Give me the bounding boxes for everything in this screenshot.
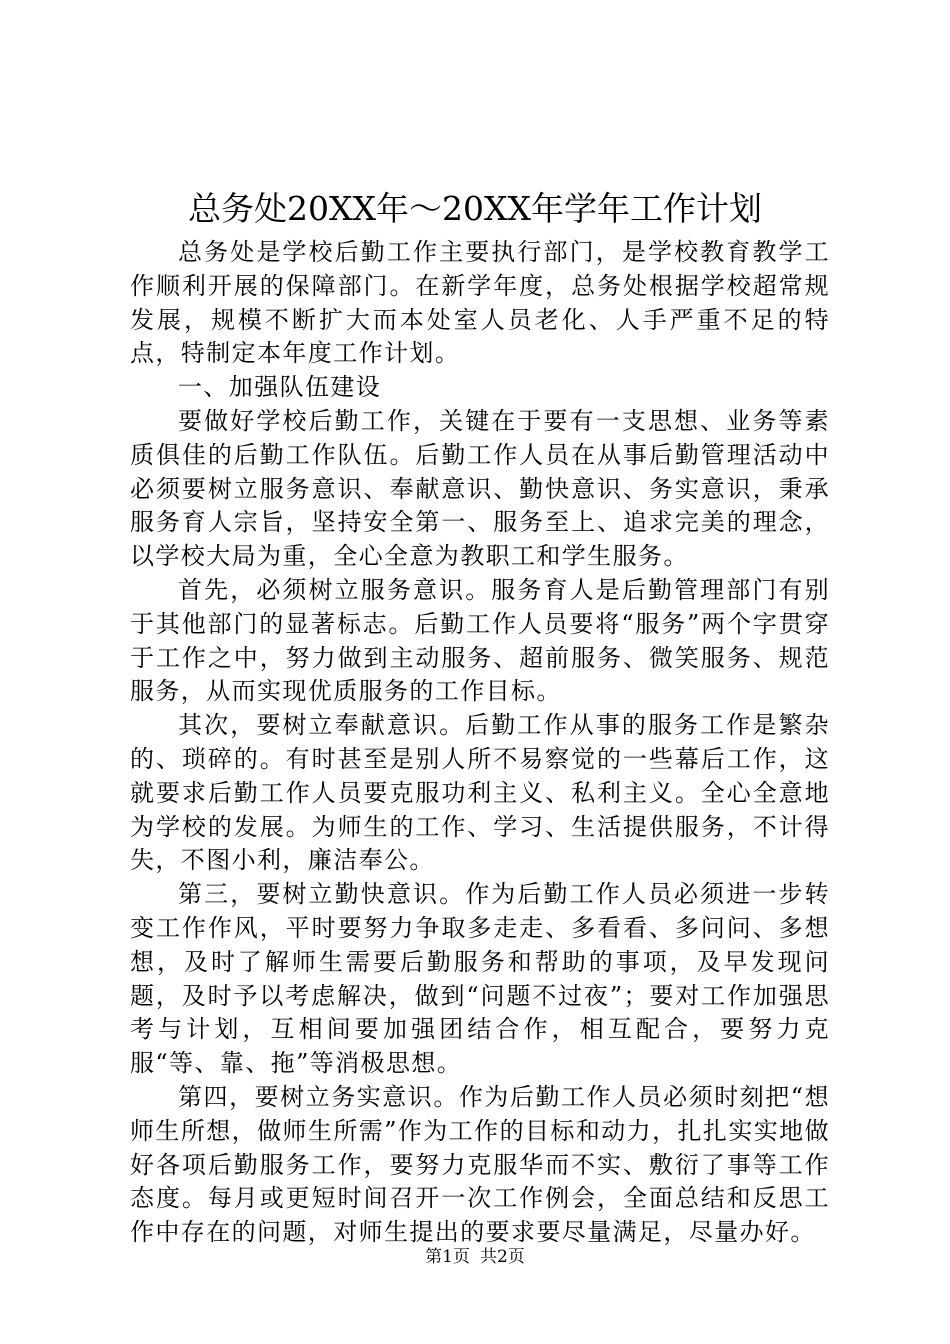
paragraph-intro: 总务处是学校后勤工作主要执行部门，是学校教育教学工作顺利开展的保障部门。在新学年度，总务处根据学校超常规发展，规模不断扩大而本处室人员老化、人手严重不足的特点，特制定本年度工作计划。 bbox=[130, 238, 830, 368]
document-title: 总务处20XX年～20XX年学年工作计划 bbox=[188, 189, 762, 228]
page-footer bbox=[0, 1245, 950, 1269]
paragraph-team-overview: 要做好学校后勤工作，关键在于要有一支思想、业务等素质俱佳的后勤工作队伍。后勤工作人员在从事后勤管理活动中必须要树立服务意识、奉献意识、勤快意识、务实意识，秉承服务育人宗旨，坚持安全第一、服务至上、追求完美的理念，以学校大局为重，全心全意为教职工和学生服务。 bbox=[130, 406, 830, 571]
paragraph-diligence-awareness: 第三，要树立勤快意识。作为后勤工作人员必须进一步转变工作作风，平时要努力争取多走走、多看看、多问问、多想想，及时了解师生需要后勤服务和帮助的事项，及早发现问题，及时予以考虑解决，做到“问题不过夜”；要对工作加强思考与计划，互相间要加强团结合作，相互配合，要努力克服“等、靠、拖”等消极思想。 bbox=[130, 880, 830, 1078]
paragraph-dedication-awareness: 其次，要树立奉献意识。后勤工作从事的服务工作是繁杂的、琐碎的。有时甚至是别人所不易察觉的一些幕后工作，这就要求后勤工作人员要克服功利主义、私利主义。全心全意地为学校的发展。为师生的工作、学习、生活提供服务，不计得失，不图小利，廉洁奉公。 bbox=[130, 711, 830, 875]
page-number: 第1页 bbox=[425, 1247, 470, 1267]
section-heading-team-building: 一、加强队伍建设 bbox=[178, 373, 382, 402]
page-total: 共2页 bbox=[480, 1247, 525, 1267]
paragraph-pragmatic-awareness: 第四，要树立务实意识。作为后勤工作人员必须时刻把“想师生所想，做师生所需”作为工作的目标和动力，扎扎实实地做好各项后勤服务工作，要努力克服华而不实、敷衍了事等工作态度。每月或更短时间召开一次工作例会，全面总结和反思工作中存在的问题，对师生提出的要求要尽量满足，尽量办好。 bbox=[130, 1082, 830, 1247]
document-body bbox=[130, 236, 830, 1250]
paragraph-service-awareness: 首先，必须树立服务意识。服务育人是后勤管理部门有别于其他部门的显著标志。后勤工作人员要将“服务”两个字贯穿于工作之中，努力做到主动服务、超前服务、微笑服务、规范服务，从而实现优质服务的工作目标。 bbox=[130, 575, 830, 706]
